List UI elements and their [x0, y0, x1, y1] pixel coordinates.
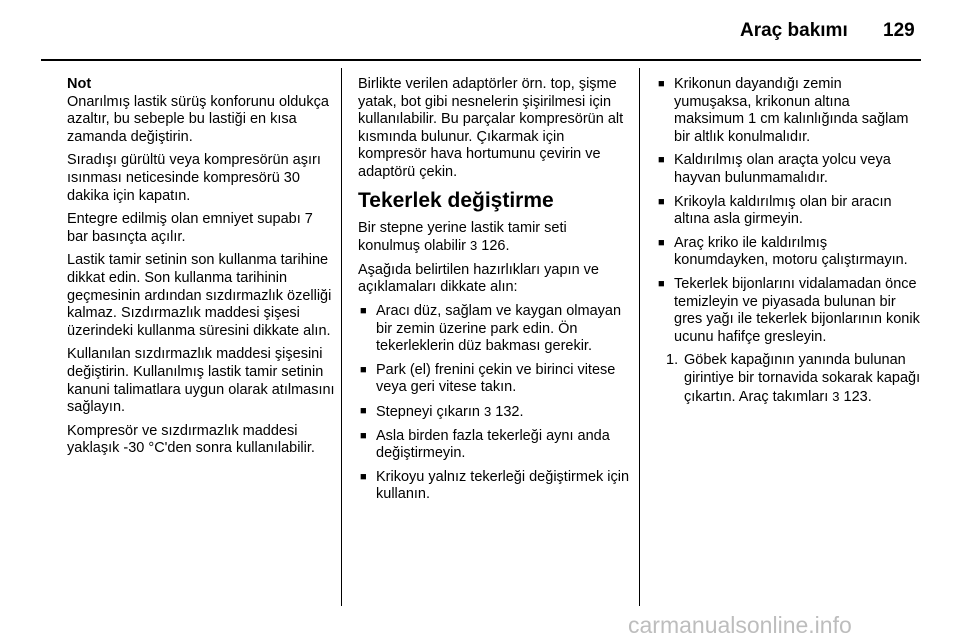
page-ref-arrow-icon: 3 — [470, 238, 478, 254]
page-number: 129 — [883, 20, 915, 41]
header-divider — [41, 59, 921, 61]
section-title: Araç bakımı — [740, 20, 848, 41]
bullet-list — [656, 76, 922, 346]
paragraph: Birlikte verilen adaptörler örn. top, şişme yatak, bot gibi nesnelerin şişirilmesi için kullanılabilir. Bu parçalar kompresörün alt kısmında bulunur. Çıkarmak için kompresör hava hortumunu çevirin ve adaptörü çekin. — [358, 76, 624, 180]
page-ref: 132. — [495, 403, 524, 420]
paragraph — [358, 220, 630, 256]
paragraph: Sıradışı gürültü veya kompresörün aşırı ısınması neticesinde kompresörü 30 dakika için kapatın. — [67, 152, 321, 204]
list-item: ■ Tekerlek bijonlarını vidalamadan önce temizleyin ve piyasada bulunan bir gres yağı ile tekerlek bijonlarının konik ucunu hafifçe gresleyin. — [656, 276, 922, 346]
section-heading: Tekerlek değiştirme — [358, 188, 554, 212]
list-item: ■ Aracı düz, sağlam ve kaygan olmayan bir zemin üzerine park edin. Ön tekerleklerin düz bakması gerekir. — [358, 303, 630, 356]
list-item: ■ Kaldırılmış olan araçta yolcu veya hayvan bulunmamalıdır. — [656, 152, 922, 187]
list-item: ■ Park (el) frenini çekin ve birinci vitese veya geri vitese takın. — [358, 362, 630, 397]
bullet-list — [358, 303, 630, 504]
watermark: carmanualsonline.info — [628, 612, 852, 638]
column-2 — [358, 76, 630, 510]
step-text: Göbek kapağının yanında bulunan girintiye bir tornavida sokarak kapağı çıkartın. Araç takımları — [684, 352, 921, 405]
paragraph: Kompresör ve sızdırmazlık maddesi yaklaşık -30 °C'den sonra kullanılabilir. — [67, 422, 315, 457]
page-ref: 123. — [843, 388, 872, 405]
numbered-step — [656, 352, 922, 406]
list-item: ■ Krikonun dayandığı zemin yumuşaksa, krikonun altına maksimum 1 cm kalınlığında sağlam bir altlık konulmalıdır. — [656, 76, 922, 146]
paragraph: Entegre edilmiş olan emniyet supabı 7 bar basınçta açılır. — [67, 211, 313, 245]
page-header — [0, 0, 960, 60]
column-1 — [67, 76, 337, 464]
paragraph: Kullanılan sızdırmazlık maddesi şişesini değiştirin. Kullanılmış lastik tamir setinin kanuni talimatlara uygun olarak atılmasını sağlayın. — [67, 346, 335, 416]
page-ref-arrow-icon: 3 — [484, 403, 492, 419]
list-item: ■ Araç kriko ile kaldırılmış konumdayken, motoru çalıştırmayın. — [656, 235, 922, 270]
column-3 — [656, 76, 922, 406]
paragraph-text: Bir stepne yerine lastik tamir seti konulmuş olabilir — [358, 219, 567, 255]
paragraph: Aşağıda belirtilen hazırlıkları yapın ve açıklamaları dikkate alın: — [358, 261, 599, 296]
paragraph: Onarılmış lastik sürüş konforunu oldukça azaltır, bu sebeple bu lastiği en kısa zamanda değiştirin. — [67, 93, 329, 145]
step-number: 1. — [666, 352, 679, 369]
list-item-text: Stepneyi çıkarın — [376, 403, 480, 420]
list-item — [358, 403, 630, 422]
list-item: ■ Asla birden fazla tekerleği aynı anda değiştirmeyin. — [358, 428, 630, 463]
page-ref-arrow-icon: 3 — [832, 388, 840, 404]
paragraph: Lastik tamir setinin son kullanma tarihine dikkat edin. Son kullanma tarihinin geçmesinin ardından sızdırmazlık özelliği kalmaz. Sızdırmazlık maddesi şişesi üzerindeki kullanma süresini dikkate alın. — [67, 252, 332, 339]
list-item: ■ Krikoyla kaldırılmış olan bir aracın altına asla girmeyin. — [656, 194, 922, 229]
column-divider-left — [341, 68, 342, 606]
page-ref: 126. — [481, 238, 510, 255]
column-divider-right — [639, 68, 640, 606]
note-label: Not — [67, 76, 92, 92]
list-item: ■ Krikoyu yalnız tekerleği değiştirmek için kullanın. — [358, 469, 630, 504]
